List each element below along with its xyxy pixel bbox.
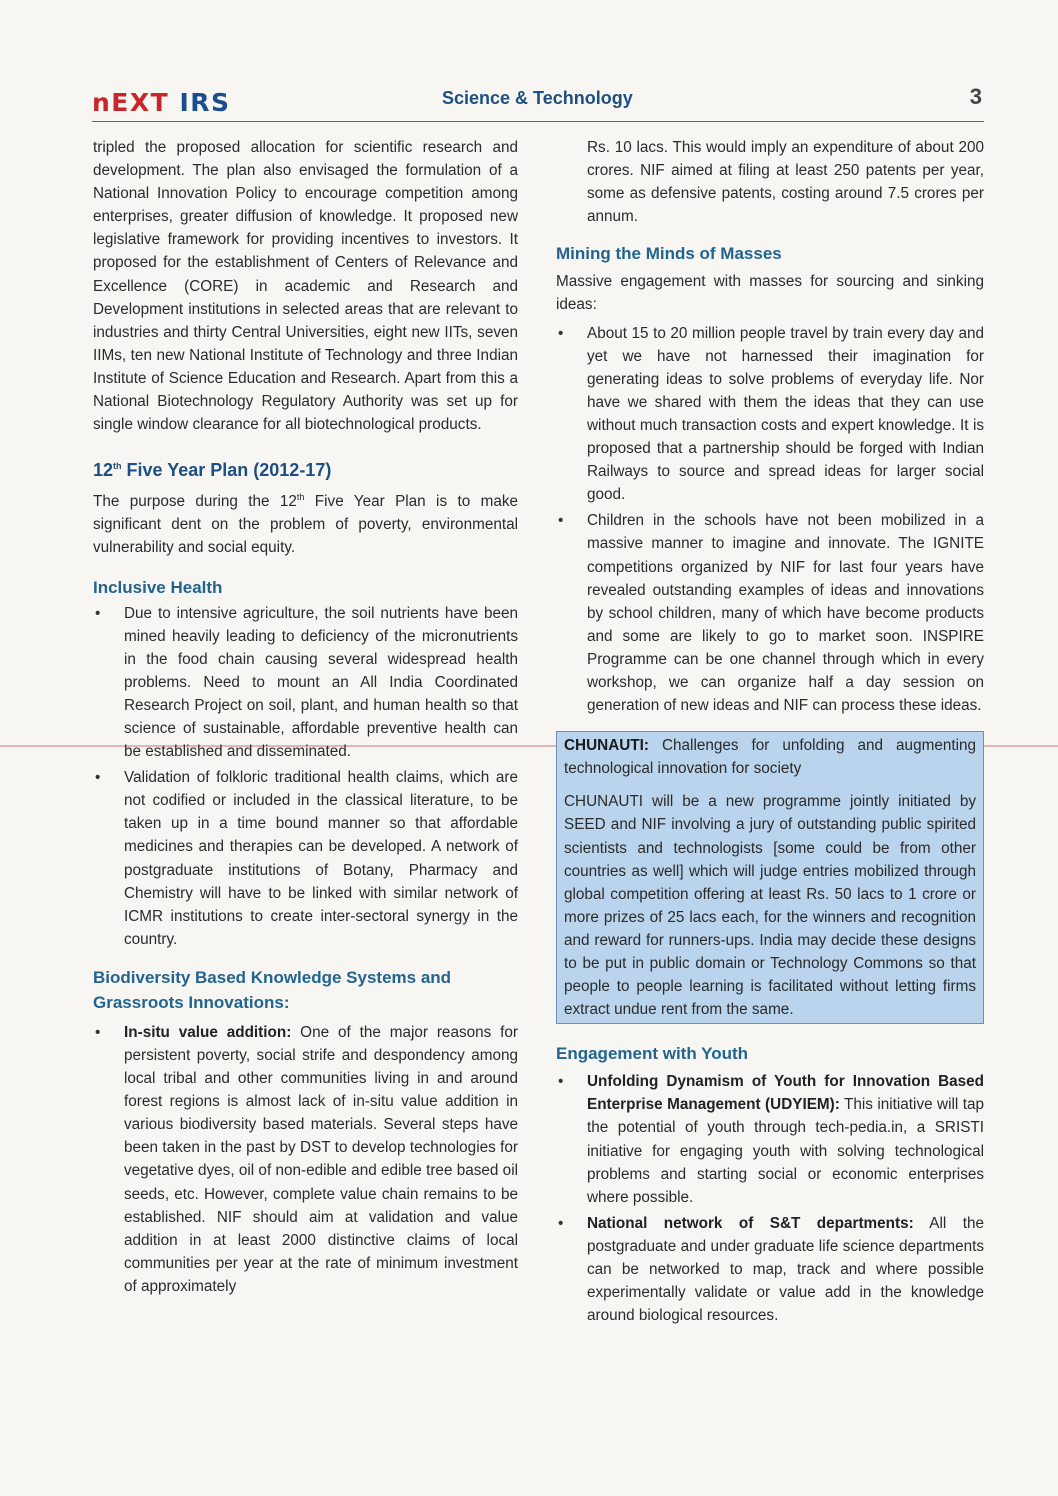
inclusive-health-heading: Inclusive Health (93, 577, 223, 597)
item-bold-lead: National network of S&T departments: (587, 1214, 914, 1232)
mining-minds-heading: Mining the Minds of Masses (556, 244, 782, 264)
plan-text-superscript: th (296, 492, 305, 503)
chunauti-text: CHUNAUTI will be a new programme jointly initiated by SEED and NIF involving a jury of outstanding public spirited scientists and technologists [some could be from other countries as well] which will judge entries mobilized through global competition offering at least Rs. 50 lacs to 1 crore or more prizes of 25 lacs each, for the winners and recognition and reward for runners-ups. India may decide these designs to be put in public domain or Technology Commons so that people to people learning is facilitated without letting firms extract undue rent from the same. (564, 793, 976, 1019)
next-ias-logo (92, 88, 231, 117)
biodiversity-heading: Biodiversity Based Knowledge Systems and Grassroots Innovations: (93, 967, 452, 1012)
list-item: • Validation of folkloric traditional health claims, which are not codified or included in the classical literature, to be taken up in a time bound manner so that affordable medicines and therapies can be developed. A network of postgraduate institutions of Botany, Pharmacy and Chemistry will have to be linked with similar network of ICMR institutions to create inter-sectoral synergy in the country. (93, 766, 518, 951)
list-item (556, 1070, 984, 1209)
right-column (556, 136, 984, 1327)
list-item (556, 1212, 984, 1327)
header-divider (92, 121, 984, 122)
plan-paragraph (93, 490, 518, 559)
continued-paragraph: Rs. 10 lacs. This would imply an expenditure of about 200 crores. NIF aimed at filing at least 250 patents per year, some as defensive patents, costing around 7.5 crores per annum. (587, 139, 984, 226)
inclusive-health-list (93, 602, 518, 951)
youth-list (556, 1070, 984, 1327)
biodiversity-list (93, 1021, 518, 1298)
item-bold-lead: Unfolding Dynamism of Youth for Innovation Based Enterprise Management (UDYIEM): (587, 1073, 984, 1114)
list-item (93, 1021, 518, 1298)
intro-paragraph: tripled the proposed allocation for scientific research and development. The plan also envisaged the formulation of a National Innovation Policy to encourage competition among enterprises, greater diffusion of knowledge. It proposed new legislative framework for providing incentives to investors. It proposed for the establishment of Centers of Relevance and Excellence (CORE) in academic and Research and Development institutions in selected areas that are relevant to industries and thirty Central Universities, eight new IITs, seven IIMs, ten new National Institute of Technology and three Indian Institute of Science Education and Research. Apart from this a National Biotechnology Regulatory Authority was set up for single window clearance for all biotechnological products. (93, 139, 518, 434)
chunauti-title-bold: CHUNAUTI: (564, 737, 649, 755)
five-year-plan-heading (93, 458, 518, 482)
heading-superscript: th (113, 461, 122, 472)
chunauti-title (564, 734, 976, 780)
mining-list (556, 322, 984, 718)
plan-text-start: The purpose during the 12 (93, 493, 297, 511)
plan-text-end: Five Year Plan is to make significant dent on the problem of poverty, environmental vulnerability and social equity. (93, 493, 518, 557)
heading-rest: Five Year Plan (2012-17) (121, 460, 332, 481)
list-item: • Children in the schools have not been mobilized in a massive manner to imagine and innovate. The IGNITE competitions organized by NIF for last four years have revealed outstanding examples of ideas and innovations by school children, many of which have become products and some are likely to go to market soon. INSPIRE Programme can be one channel through which in every workshop, we can organize half a day session on generation of new ideas and NIF can process these ideas. (556, 509, 984, 717)
list-item: • About 15 to 20 million people travel by train every day and yet we have not harnessed their imagination for generating ideas to solve problems of everyday life. Nor have we shared with them the ideas that they can use without much transaction costs and expert knowledge. It is proposed that a partnership should be forged with Indian Railways to source and spread ideas for larger social good. (556, 322, 984, 507)
logo-text-next: nEXT (92, 88, 170, 117)
left-column (93, 136, 518, 1298)
item-text: All the postgraduate and under graduate life science departments can be networked to map, track and where possible experimentally validate or value add in the knowledge around biological resources. (587, 1214, 985, 1325)
item-text: One of the major reasons for persistent poverty, social strife and despondency among local tribal and other communities living in and around forest regions is almost lack of in-situ value addition in various biodiversity based materials. Several steps have been taken in the past by DST to develop technologies for vegetative dyes, oil of non-edible and edible tree based oil seeds, etc. However, complete value chain remains to be established. NIF should aim at validation and value addition in at least 2000 distinctive claims of local communities per year at the rate of minimum investment of approximately (124, 1023, 518, 1295)
chunauti-box (556, 731, 984, 1024)
mining-intro: Massive engagement with masses for sourcing and sinking ideas: (556, 273, 984, 314)
logo-text-ias: IRS (179, 88, 231, 117)
item-bold-lead: In-situ value addition: (124, 1023, 292, 1041)
list-item: • Due to intensive agriculture, the soil nutrients have been mined heavily leading to deficiency of the micronutrients in the food chain causing several widespread health problems. Need to mount an All India Coordinated Research Project on soil, plant, and human health so that science of sustainable, affordable preventive health can be established and disseminated. (93, 602, 518, 764)
page-header (92, 84, 984, 120)
chunauti-title-rest: Challenges for unfolding and augmenting technological innovation for society (564, 737, 976, 778)
heading-number: 12 (93, 460, 114, 481)
section-title: Science & Technology (442, 88, 633, 108)
page-number: 3 (969, 84, 982, 109)
youth-heading: Engagement with Youth (556, 1044, 749, 1064)
item-text: This initiative will tap the potential of youth through tech-pedia.in, a SRISTI initiative for engaging youth with solving technological problems and starting social or economic enterprises where possible. (587, 1096, 984, 1206)
